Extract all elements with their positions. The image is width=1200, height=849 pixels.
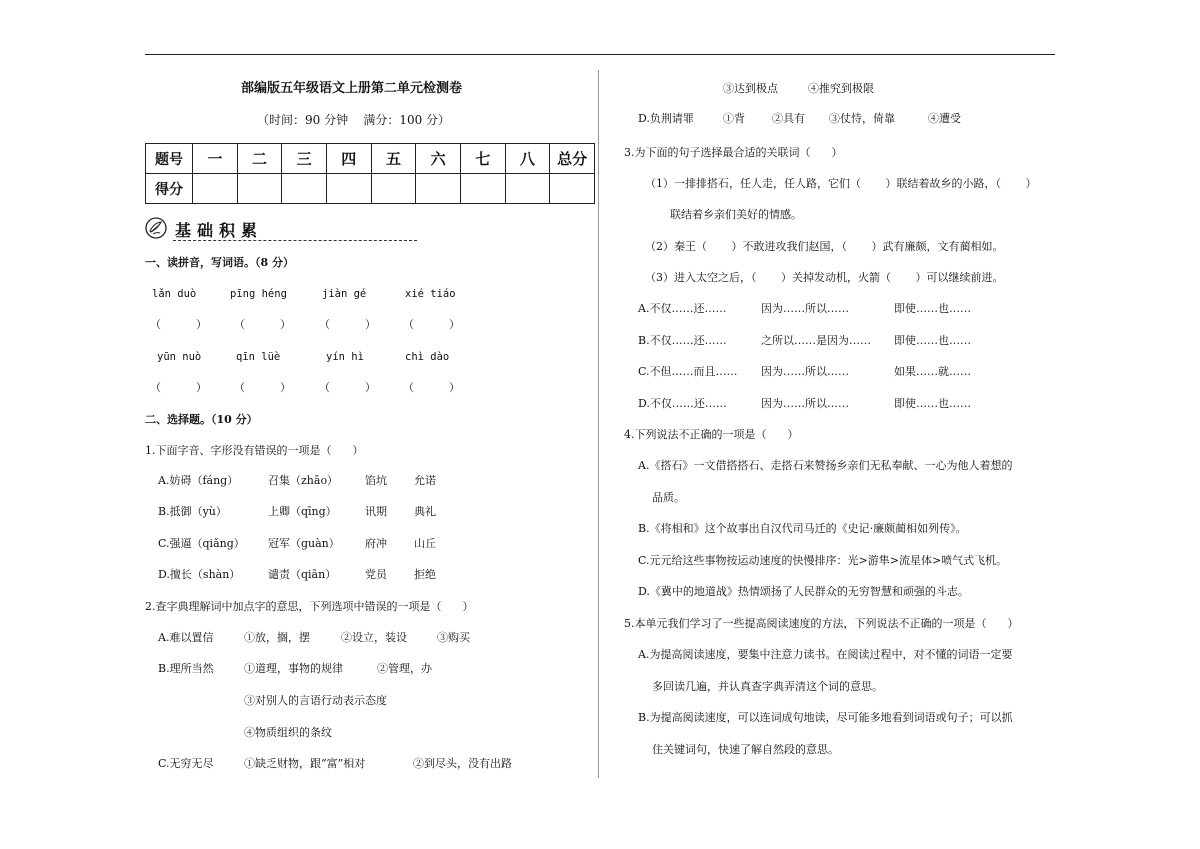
- q2-4-option-b: B.《将相和》这个故事出自汉代司马迁的《史记·廉颇蔺相如列传》。: [638, 522, 967, 535]
- q2-2-b-opt-1: ①道理，事物的规律: [244, 662, 343, 675]
- score-cell[interactable]: [193, 174, 238, 204]
- score-cell[interactable]: [371, 174, 416, 204]
- q2-1-stem: 1.下面字音、字形没有错误的一项是（ ）: [145, 444, 364, 457]
- score-col-1: 一: [193, 144, 238, 174]
- score-cell[interactable]: [505, 174, 550, 204]
- q2-2-a-opt-2: ②设立，装设: [341, 631, 407, 644]
- answer-blank[interactable]: （ ）: [403, 318, 460, 331]
- score-cell[interactable]: [416, 174, 461, 204]
- column-divider: [598, 70, 599, 778]
- q2-2-stem: 2.查字典理解词中加点字的意思，下列选项中错误的一项是（ ）: [145, 600, 474, 613]
- q2-2-d-opt-2: ②具有: [772, 112, 805, 125]
- q2-2-a-opt-3: ③购买: [437, 631, 470, 644]
- q2-1-option-c-2: 冠军（guàn）: [268, 537, 340, 550]
- q2-1-option-d-3: 党员: [365, 568, 387, 581]
- q2-3-option-c: C.不但……而且……: [638, 365, 738, 378]
- q2-2-b-opt-4: ④物质组织的条纹: [244, 726, 332, 739]
- answer-blank[interactable]: （ ）: [150, 318, 207, 331]
- answer-blank[interactable]: （ ）: [234, 318, 291, 331]
- q2-title: 二、选择题。（10 分）: [145, 413, 258, 426]
- q2-3-option-a-2: 因为……所以……: [761, 302, 849, 315]
- score-col-5: 五: [371, 144, 416, 174]
- score-col-4: 四: [326, 144, 371, 174]
- score-cell[interactable]: [282, 174, 327, 204]
- q2-3-line-1: （1）一排排搭石，任人走，任人路，它们（ ）联结着故乡的小路，（ ）: [645, 177, 1037, 190]
- q2-2-d-opt-4: ④遭受: [928, 112, 961, 125]
- q2-1-option-b-3: 讯期: [365, 505, 387, 518]
- q2-2-b-opt-3: ③对别人的言语行动表示态度: [244, 694, 387, 707]
- score-value-label: 得分: [146, 174, 193, 204]
- q2-1-option-d: D.擅长（shàn）: [158, 568, 241, 581]
- q2-4-option-a-cont: 品质。: [652, 491, 685, 504]
- q2-5-option-a: A.为提高阅读速度，要集中注意力读书。在阅读过程中，对不懂的词语一定要: [638, 648, 1013, 661]
- pinyin-4: xié tiáo: [405, 288, 456, 300]
- q2-2-d-word: D.负荆请罪: [638, 112, 694, 125]
- q2-3-option-b-2: 之所以……是因为……: [761, 334, 871, 347]
- q2-1-option-b-2: 上卿（qīng）: [268, 505, 337, 518]
- pinyin-8: chì dào: [405, 351, 450, 363]
- q2-3-option-b-3: 即使……也……: [894, 334, 971, 347]
- q2-1-option-c-4: 山丘: [414, 537, 436, 550]
- q2-2-c-word: C.无穷无尽: [158, 757, 214, 770]
- q2-3-option-c-3: 如果……就……: [894, 365, 971, 378]
- q2-1-option-b: B.抵御（yù）: [158, 505, 227, 518]
- pinyin-5: yūn nuò: [157, 351, 202, 363]
- q2-5-option-b-cont: 住关键词句，快速了解自然段的意思。: [652, 743, 839, 756]
- section-underline: [173, 240, 417, 241]
- q2-2-c-opt-2: ②到尽头，没有出路: [413, 757, 512, 770]
- score-cell[interactable]: [326, 174, 371, 204]
- q2-2-a-word: A.难以置信: [158, 631, 214, 644]
- score-col-8: 八: [505, 144, 550, 174]
- q2-4-option-a: A.《搭石》一文借搭搭石、走搭石来赞扬乡亲们无私奉献、一心为他人着想的: [638, 459, 1013, 472]
- pinyin-1: lǎn duò: [152, 288, 197, 300]
- q2-2-b-opt-2: ②管理，办: [377, 662, 432, 675]
- q2-3-option-d: D.不仅……还……: [638, 397, 727, 410]
- exam-title: 部编版五年级语文上册第二单元检测卷: [241, 81, 463, 96]
- score-col-7: 七: [460, 144, 505, 174]
- q2-1-option-c-3: 府冲: [365, 537, 387, 550]
- q2-3-option-d-2: 因为……所以……: [761, 397, 849, 410]
- q2-3-option-d-3: 即使……也……: [894, 397, 971, 410]
- q2-2-c-opt-4: ④推究到极限: [808, 82, 874, 95]
- q1-title: 一、读拼音，写词语。（8 分）: [145, 256, 294, 269]
- q2-2-b-word: B.理所当然: [158, 662, 214, 675]
- answer-blank[interactable]: （ ）: [319, 381, 376, 394]
- score-header-label: 题号: [146, 144, 193, 174]
- q2-4-stem: 4.下列说法不正确的一项是（ ）: [624, 428, 799, 441]
- q2-3-option-b: B.不仅……还……: [638, 334, 727, 347]
- section-title: 基础积累: [175, 221, 264, 240]
- q2-4-option-d: D.《冀中的地道战》热情颂扬了人民群众的无穷智慧和顽强的斗志。: [638, 585, 969, 598]
- score-col-6: 六: [416, 144, 461, 174]
- answer-blank[interactable]: （ ）: [403, 381, 460, 394]
- score-col-3: 三: [282, 144, 327, 174]
- q2-1-option-b-4: 典礼: [414, 505, 436, 518]
- score-header-row: [146, 144, 595, 174]
- q2-1-option-a-3: 馅坑: [365, 474, 387, 487]
- score-cell[interactable]: [550, 174, 595, 204]
- q2-3-option-a: A.不仅……还……: [638, 302, 727, 315]
- pinyin-2: pīng héng: [230, 288, 287, 300]
- q2-3-line-3: （3）进入太空之后，（ ）关掉发动机，火箭（ ）可以继续前进。: [645, 271, 1004, 284]
- q2-1-option-d-2: 谴责（qiān）: [268, 568, 337, 581]
- top-rule: [145, 54, 1055, 55]
- score-cell[interactable]: [460, 174, 505, 204]
- pinyin-7: yín hì: [326, 351, 364, 363]
- q2-3-line-1b: 联结着乡亲们美好的情感。: [670, 208, 802, 221]
- q2-3-option-a-3: 即使……也……: [894, 302, 971, 315]
- answer-blank[interactable]: （ ）: [319, 318, 376, 331]
- q2-1-option-d-4: 拒绝: [414, 568, 436, 581]
- exam-info: （时间：90 分钟 满分：100 分）: [257, 113, 451, 127]
- q2-2-a-opt-1: ①放，搁，摆: [244, 631, 310, 644]
- score-col-2: 二: [237, 144, 282, 174]
- score-table: [145, 143, 595, 204]
- q2-2-c-opt-1: ①缺乏财物，跟“富”相对: [244, 757, 366, 770]
- score-cell[interactable]: [237, 174, 282, 204]
- q2-3-stem: 3.为下面的句子选择最合适的关联词（ ）: [624, 146, 843, 159]
- q2-1-option-a-2: 召集（zhāo）: [268, 474, 339, 487]
- pinyin-6: qīn lüè: [236, 351, 281, 363]
- pinyin-3: jiàn gé: [322, 288, 367, 300]
- q2-1-option-c: C.强逼（qiǎng）: [158, 537, 245, 550]
- answer-blank[interactable]: （ ）: [150, 381, 207, 394]
- q2-3-option-c-2: 因为……所以……: [761, 365, 849, 378]
- q2-4-option-c: C.元元给这些事物按运动速度的快慢排序：光>游隼>流星体>喷气式飞机。: [638, 554, 1008, 567]
- q2-1-option-a: A.妨碍（fáng）: [158, 474, 239, 487]
- q2-1-option-a-4: 允诺: [414, 474, 436, 487]
- score-col-total: 总分: [550, 144, 595, 174]
- score-value-row: [146, 174, 595, 204]
- q2-5-option-a-cont: 多回读几遍，并认真查字典弄清这个词的意思。: [652, 680, 883, 693]
- q2-3-line-2: （2）秦王（ ）不敢进攻我们赵国，（ ）武有廉颇，文有蔺相如。: [645, 240, 1004, 253]
- q2-2-c-opt-3: ③达到极点: [723, 82, 778, 95]
- book-leaf-icon: [145, 217, 167, 239]
- q2-5-stem: 5.本单元我们学习了一些提高阅读速度的方法，下列说法不正确的一项是（ ）: [624, 617, 1019, 630]
- q2-2-d-opt-3: ③仗恃，倚靠: [829, 112, 895, 125]
- answer-blank[interactable]: （ ）: [234, 381, 291, 394]
- q2-2-d-opt-1: ①背: [723, 112, 745, 125]
- q2-5-option-b: B.为提高阅读速度，可以连词成句地读，尽可能多地看到词语或句子；可以抓: [638, 711, 1013, 724]
